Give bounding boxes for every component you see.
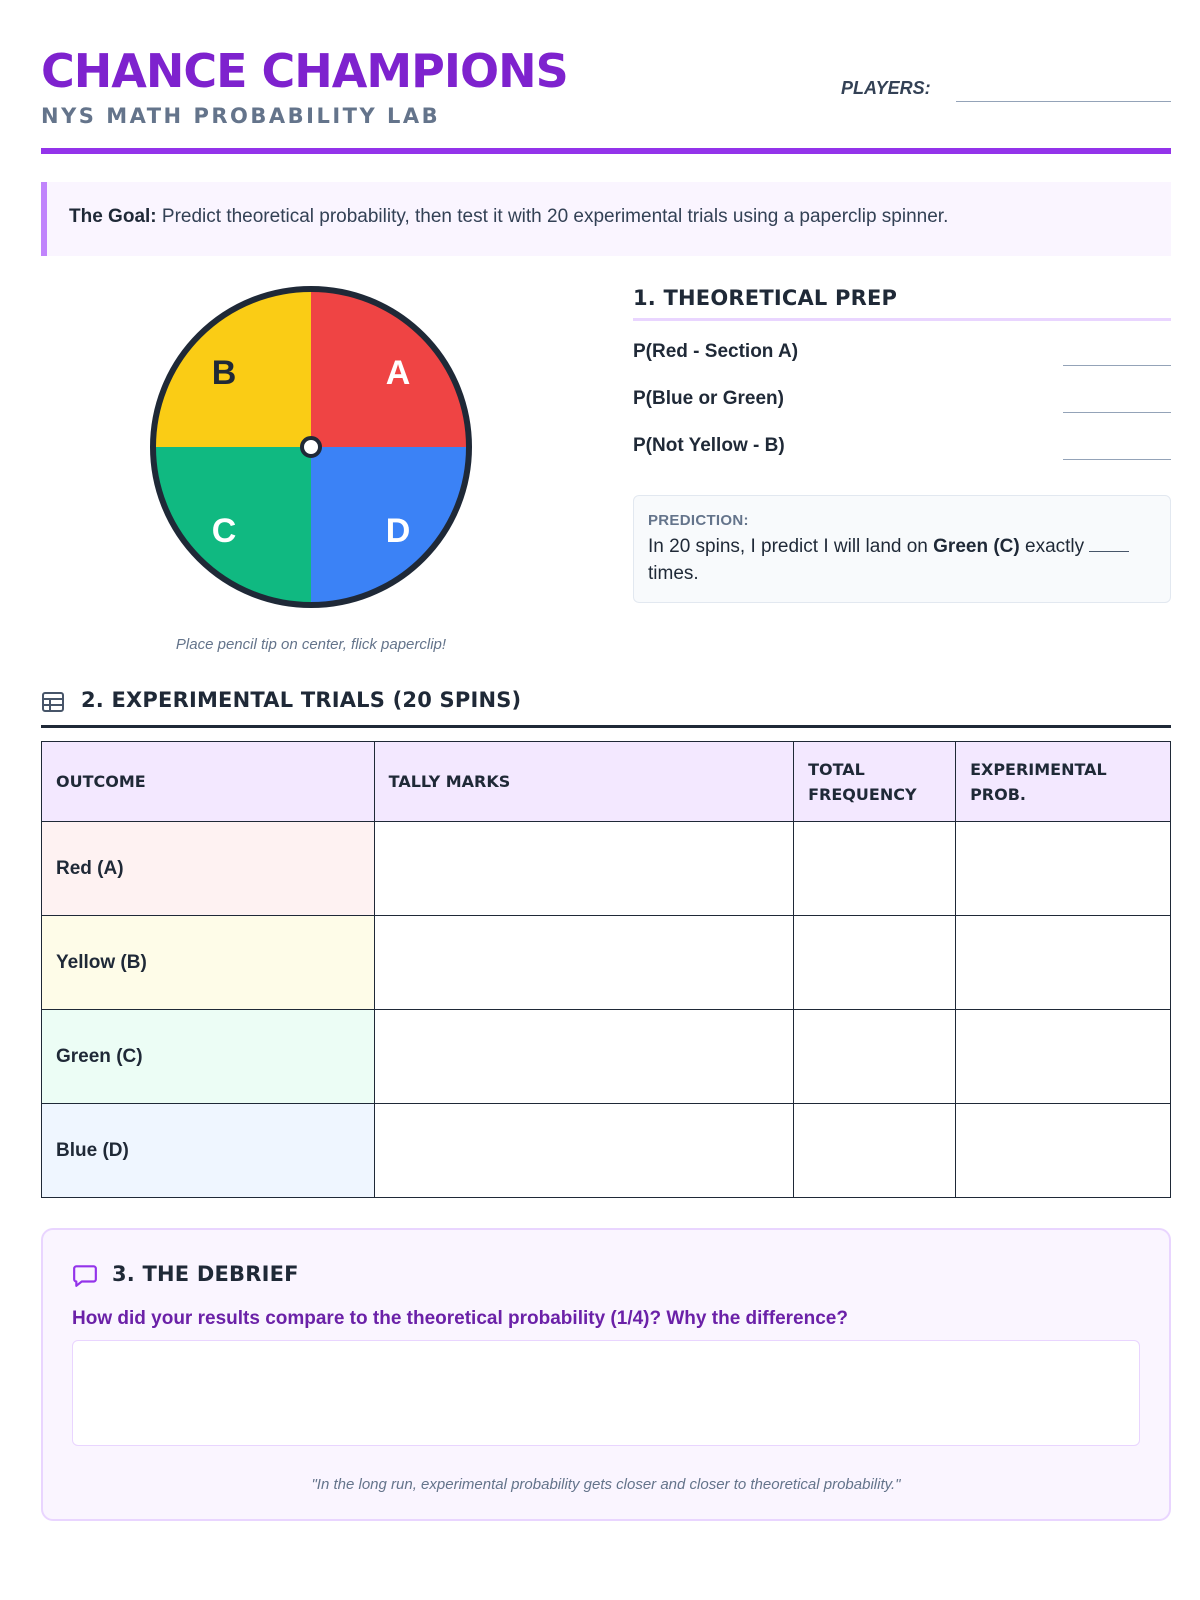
prob-row (633, 321, 1171, 368)
players-field[interactable] (841, 76, 1171, 102)
theoretical-section (633, 286, 1171, 462)
experimental-prob-cell[interactable] (956, 916, 1171, 1010)
goal-text: Predict theoretical probability, then test it with 20 experimental trials using a paperclip spinner. (156, 206, 949, 227)
spinner-label-a: A (385, 354, 411, 392)
prob-answer-blank[interactable] (1063, 459, 1171, 460)
prob-answer-blank[interactable] (1063, 365, 1171, 366)
page-title: CHANCE CHAMPIONS (41, 44, 568, 98)
prediction-text-start: In 20 spins, I predict I will land on (648, 536, 934, 557)
prob-row (633, 415, 1171, 462)
frequency-cell[interactable] (794, 822, 956, 916)
page-subtitle: NYS MATH PROBABILITY LAB (41, 104, 441, 128)
goal-callout (41, 182, 1171, 256)
table-row (42, 1010, 1171, 1104)
debrief-header (72, 1262, 299, 1293)
spinner-label-d: D (385, 512, 411, 550)
prediction-text-mid: exactly (1019, 536, 1090, 557)
spinner-wheel (146, 282, 476, 612)
prob-label: P(Red - Section A) (633, 341, 799, 362)
header-divider (41, 148, 1171, 154)
experimental-heading: 2. EXPERIMENTAL TRIALS (20 SPINS) (81, 688, 522, 712)
tally-cell[interactable] (374, 822, 793, 916)
experimental-header (41, 688, 1171, 728)
spinner-caption: Place pencil tip on center, flick paperclip! (175, 636, 447, 653)
prediction-label: PREDICTION: (648, 512, 749, 529)
frequency-cell[interactable] (794, 916, 956, 1010)
frequency-cell[interactable] (794, 1104, 956, 1198)
players-label: PLAYERS: (841, 78, 931, 98)
debrief-question: How did your results compare to the theoretical probability (1/4)? Why the difference? (72, 1308, 848, 1329)
debrief-answer-box[interactable] (72, 1340, 1140, 1446)
chat-bubble-icon (72, 1262, 98, 1288)
prediction-blank[interactable] (1089, 551, 1129, 552)
outcome-cell: Red (A) (42, 822, 375, 916)
prediction-text (648, 533, 1156, 587)
experimental-prob-cell[interactable] (956, 822, 1171, 916)
prediction-box (633, 495, 1171, 603)
experimental-prob-cell[interactable] (956, 1010, 1171, 1104)
trials-table (41, 741, 1171, 1198)
prob-label: P(Blue or Green) (633, 388, 784, 409)
column-header: OUTCOME (42, 742, 375, 822)
prediction-target: Green (C) (933, 536, 1020, 557)
worksheet (41, 0, 1171, 1600)
outcome-cell: Yellow (B) (42, 916, 375, 1010)
debrief-quote: "In the long run, experimental probability gets closer and closer to theoretical probability." (311, 1476, 901, 1493)
spinner-label-c: C (211, 512, 237, 550)
column-header: EXPERIMENTAL PROB. (956, 742, 1171, 822)
prob-row (633, 368, 1171, 415)
column-header: TALLY MARKS (374, 742, 793, 822)
table-row (42, 1104, 1171, 1198)
theoretical-heading: 1. THEORETICAL PREP (633, 286, 1171, 321)
prob-label: P(Not Yellow - B) (633, 435, 785, 456)
outcome-cell: Green (C) (42, 1010, 375, 1104)
tally-cell[interactable] (374, 916, 793, 1010)
column-header: TOTAL FREQUENCY (794, 742, 956, 822)
outcome-cell: Blue (D) (42, 1104, 375, 1198)
debrief-box (41, 1228, 1171, 1521)
players-blank-line[interactable] (956, 101, 1171, 102)
tally-cell[interactable] (374, 1010, 793, 1104)
debrief-heading: 3. THE DEBRIEF (112, 1262, 299, 1286)
frequency-cell[interactable] (794, 1010, 956, 1104)
table-header-row (42, 742, 1171, 822)
experimental-prob-cell[interactable] (956, 1104, 1171, 1198)
table-icon (41, 690, 65, 714)
goal-label: The Goal: (69, 206, 157, 227)
spinner-label-b: B (211, 354, 237, 392)
table-row (42, 822, 1171, 916)
spinner-center-dot[interactable] (302, 438, 320, 456)
table-row (42, 916, 1171, 1010)
prediction-text-end: times. (648, 563, 699, 584)
prob-answer-blank[interactable] (1063, 412, 1171, 413)
tally-cell[interactable] (374, 1104, 793, 1198)
